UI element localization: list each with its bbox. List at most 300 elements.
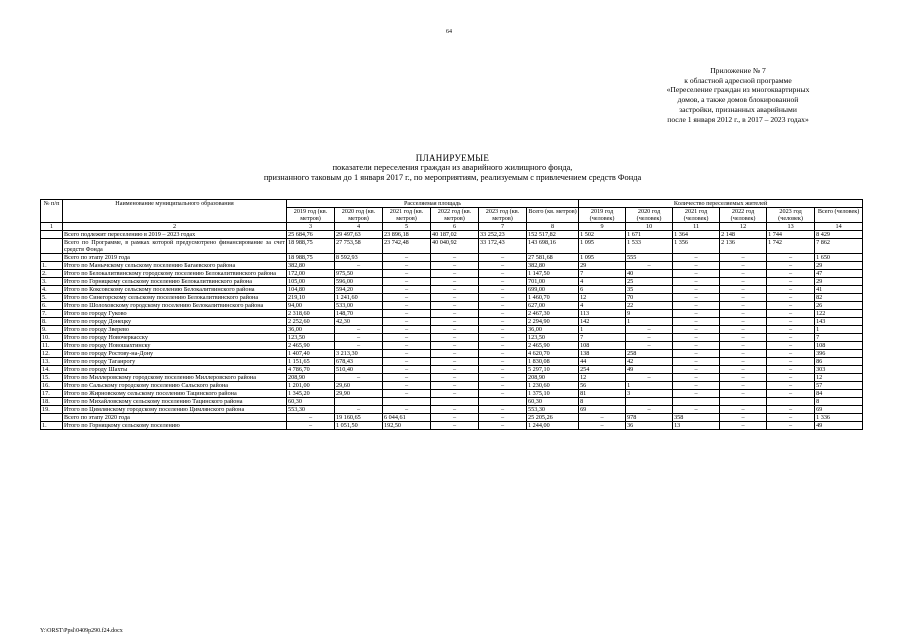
people-value-cell: –: [626, 326, 673, 334]
municipality-name-cell: Итого по Шолоховскому городскому поселению Белокалитвинского района: [63, 302, 287, 310]
table-row: [41, 270, 863, 278]
people-value-cell: –: [673, 294, 720, 302]
header-area-2021: 2021 год (кв. метров): [383, 208, 431, 223]
area-value-cell: –: [479, 366, 527, 374]
people-value-cell: 4: [579, 278, 626, 286]
people-value-cell: –: [720, 422, 767, 430]
people-value-cell: 49: [815, 422, 863, 430]
row-number-cell: 3.: [41, 278, 63, 286]
row-number-cell: 8.: [41, 318, 63, 326]
people-value-cell: –: [626, 262, 673, 270]
people-value-cell: –: [767, 374, 815, 382]
area-value-cell: 104,80: [287, 286, 335, 294]
people-value-cell: –: [673, 366, 720, 374]
people-value-cell: 69: [579, 406, 626, 414]
people-value-cell: 56: [579, 382, 626, 390]
area-value-cell: 553,30: [287, 406, 335, 414]
row-number-cell: 2.: [41, 270, 63, 278]
table-row: [41, 334, 863, 342]
table-row: [41, 278, 863, 286]
people-value-cell: 1 650: [815, 254, 863, 262]
people-value-cell: 3: [626, 390, 673, 398]
people-value-cell: [767, 398, 815, 406]
header-people-2019: 2019 год (человек): [579, 208, 626, 223]
people-value-cell: –: [673, 382, 720, 390]
area-value-cell: 533,00: [335, 302, 383, 310]
appendix-header: [623, 66, 853, 124]
area-value-cell: 40 187,02: [431, 231, 479, 239]
row-number-cell: 9.: [41, 326, 63, 334]
area-value-cell: –: [383, 254, 431, 262]
people-value-cell: –: [673, 318, 720, 326]
people-value-cell: 44: [579, 358, 626, 366]
area-value-cell: 105,00: [287, 278, 335, 286]
area-value-cell: 2 318,60: [287, 310, 335, 318]
people-value-cell: –: [767, 262, 815, 270]
people-value-cell: 41: [815, 286, 863, 294]
area-value-cell: 1 051,50: [335, 422, 383, 430]
column-number: 11: [673, 223, 720, 231]
row-number-cell: 1.: [41, 262, 63, 270]
municipality-name-cell: Итого по Миллеровскому городскому поселению Миллеровского района: [63, 374, 287, 382]
municipality-name-cell: Итого по Манычскому сельскому поселению Багаевского района: [63, 262, 287, 270]
people-value-cell: –: [720, 262, 767, 270]
area-value-cell: 18 988,75: [287, 254, 335, 262]
municipality-name-cell: Итого по городу Новочеркасску: [63, 334, 287, 342]
area-value-cell: –: [431, 422, 479, 430]
people-value-cell: 1 095: [579, 254, 626, 262]
municipality-name-cell: Итого по Михайловскому сельскому поселению Тацинского района: [63, 398, 287, 406]
area-value-cell: 25 205,26: [527, 414, 579, 422]
people-value-cell: 6: [579, 286, 626, 294]
table-row: [41, 342, 863, 350]
table-row: [41, 374, 863, 382]
municipality-name-cell: Итого по городу Новошахтинску: [63, 342, 287, 350]
people-value-cell: –: [720, 270, 767, 278]
people-value-cell: 81: [579, 390, 626, 398]
area-value-cell: –: [431, 374, 479, 382]
header-area-2020: 2020 год (кв. метров): [335, 208, 383, 223]
header-people-2022: 2022 год (человек): [720, 208, 767, 223]
table-row: [41, 382, 863, 390]
area-value-cell: –: [383, 334, 431, 342]
header-number: № п/п: [41, 200, 63, 223]
column-number: 13: [767, 223, 815, 231]
area-value-cell: 6 044,61: [383, 414, 431, 422]
people-value-cell: –: [720, 374, 767, 382]
people-value-cell: –: [767, 334, 815, 342]
people-value-cell: 1: [626, 382, 673, 390]
header-people-2021: 2021 год (человек): [673, 208, 720, 223]
people-value-cell: 978: [626, 414, 673, 422]
people-value-cell: –: [767, 342, 815, 350]
people-value-cell: 8: [579, 398, 626, 406]
header-people-group: Количество переселяемых жителей: [579, 200, 863, 208]
municipality-name-cell: Итого по Горняцкому сельскому поселению Белокалитвинского района: [63, 278, 287, 286]
appendix-line: Приложение № 7: [710, 66, 766, 75]
people-value-cell: –: [673, 390, 720, 398]
area-value-cell: [479, 398, 527, 406]
municipality-name-cell: Итого по Сальскому городскому поселению Сальского района: [63, 382, 287, 390]
area-value-cell: 172,00: [287, 270, 335, 278]
people-value-cell: 258: [626, 350, 673, 358]
area-value-cell: –: [383, 270, 431, 278]
document-title: [0, 153, 905, 183]
people-value-cell: –: [673, 262, 720, 270]
people-value-cell: –: [673, 342, 720, 350]
people-value-cell: –: [673, 334, 720, 342]
area-value-cell: –: [383, 294, 431, 302]
people-value-cell: –: [767, 406, 815, 414]
area-value-cell: 2 252,60: [287, 318, 335, 326]
people-value-cell: –: [673, 270, 720, 278]
municipality-name-cell: Всего по этапу 2020 года: [63, 414, 287, 422]
people-value-cell: 7: [815, 334, 863, 342]
people-value-cell: 57: [815, 382, 863, 390]
column-number: 8: [527, 223, 579, 231]
people-value-cell: –: [673, 326, 720, 334]
area-value-cell: –: [431, 390, 479, 398]
area-value-cell: –: [335, 406, 383, 414]
people-value-cell: –: [720, 294, 767, 302]
people-value-cell: –: [720, 334, 767, 342]
people-value-cell: 138: [579, 350, 626, 358]
people-value-cell: 7: [579, 270, 626, 278]
people-value-cell: 303: [815, 366, 863, 374]
people-value-cell: –: [720, 358, 767, 366]
page-number: 64: [446, 29, 452, 35]
row-number-cell: 18.: [41, 398, 63, 406]
area-value-cell: –: [431, 414, 479, 422]
area-value-cell: –: [479, 278, 527, 286]
people-value-cell: –: [720, 318, 767, 326]
people-value-cell: 396: [815, 350, 863, 358]
header-people-2023: 2023 год (человек): [767, 208, 815, 223]
area-value-cell: –: [335, 342, 383, 350]
row-number-cell: 17.: [41, 390, 63, 398]
area-value-cell: 1 375,10: [527, 390, 579, 398]
table-row: [41, 358, 863, 366]
header-area-total: Всего (кв. метров): [527, 208, 579, 223]
area-value-cell: 192,50: [383, 422, 431, 430]
people-value-cell: –: [626, 374, 673, 382]
people-value-cell: –: [673, 286, 720, 294]
people-value-cell: 1 744: [767, 231, 815, 239]
people-value-cell: –: [720, 406, 767, 414]
area-value-cell: –: [431, 294, 479, 302]
people-value-cell: 2 136: [720, 239, 767, 254]
area-value-cell: –: [383, 302, 431, 310]
table-row: [41, 231, 863, 239]
area-value-cell: 40 040,92: [431, 239, 479, 254]
people-value-cell: –: [767, 390, 815, 398]
area-value-cell: –: [287, 422, 335, 430]
title-heading: ПЛАНИРУЕМЫЕ: [415, 153, 490, 163]
area-value-cell: 23 896,18: [383, 231, 431, 239]
people-value-cell: 4: [579, 302, 626, 310]
people-value-cell: –: [767, 302, 815, 310]
header-area-2019: 2019 год (кв. метров): [287, 208, 335, 223]
area-value-cell: –: [479, 422, 527, 430]
column-number: 5: [383, 223, 431, 231]
people-value-cell: 42: [626, 358, 673, 366]
area-value-cell: –: [431, 278, 479, 286]
area-value-cell: –: [479, 294, 527, 302]
people-value-cell: 143: [815, 318, 863, 326]
area-value-cell: 1 241,60: [335, 294, 383, 302]
area-value-cell: –: [383, 406, 431, 414]
municipality-name-cell: Итого по городу Шахты: [63, 366, 287, 374]
appendix-line: домов, а также домов блокированной: [677, 95, 799, 105]
column-number-row: [41, 223, 863, 231]
row-number-cell: [41, 254, 63, 262]
area-value-cell: 3 213,30: [335, 350, 383, 358]
area-value-cell: –: [431, 302, 479, 310]
area-value-cell: 208,90: [527, 374, 579, 382]
column-number: 4: [335, 223, 383, 231]
column-number: 2: [63, 223, 287, 231]
area-value-cell: –: [479, 358, 527, 366]
area-value-cell: 8 592,93: [335, 254, 383, 262]
area-value-cell: 27 581,68: [527, 254, 579, 262]
area-value-cell: –: [335, 326, 383, 334]
people-value-cell: 1: [815, 326, 863, 334]
resettlement-table: [40, 199, 863, 430]
people-value-cell: 555: [626, 254, 673, 262]
area-value-cell: 2 465,90: [287, 342, 335, 350]
area-value-cell: 1 147,50: [527, 270, 579, 278]
area-value-cell: 382,80: [527, 262, 579, 270]
area-value-cell: –: [479, 326, 527, 334]
people-value-cell: 22: [626, 302, 673, 310]
area-value-cell: 2 465,90: [527, 342, 579, 350]
municipality-name-cell: Итого по Горняцкому сельскому поселению: [63, 422, 287, 430]
area-value-cell: –: [383, 286, 431, 294]
people-value-cell: –: [673, 254, 720, 262]
column-number: 10: [626, 223, 673, 231]
municipality-name-cell: Итого по городу Донецку: [63, 318, 287, 326]
area-value-cell: 701,00: [527, 278, 579, 286]
area-value-cell: 1 230,60: [527, 382, 579, 390]
appendix-line: «Переселение граждан из многоквартирных: [666, 85, 810, 95]
area-value-cell: 382,80: [287, 262, 335, 270]
area-value-cell: 1 345,20: [287, 390, 335, 398]
area-value-cell: 1 201,00: [287, 382, 335, 390]
people-value-cell: –: [767, 286, 815, 294]
people-value-cell: 1: [579, 326, 626, 334]
people-value-cell: 1 671: [626, 231, 673, 239]
people-value-cell: 1 336: [815, 414, 863, 422]
area-value-cell: 1 407,40: [287, 350, 335, 358]
table-row: [41, 294, 863, 302]
row-number-cell: [41, 231, 63, 239]
area-value-cell: –: [431, 270, 479, 278]
people-value-cell: –: [720, 390, 767, 398]
area-value-cell: –: [383, 374, 431, 382]
people-value-cell: –: [626, 342, 673, 350]
municipality-name-cell: Итого по Жирновскому сельскому поселению Тацинского района: [63, 390, 287, 398]
people-value-cell: 82: [815, 294, 863, 302]
area-value-cell: 678,43: [335, 358, 383, 366]
municipality-name-cell: Всего по Программе, в рамках которой предусмотрено финансирование за счет средств Фонда: [64, 239, 285, 253]
people-value-cell: 29: [815, 278, 863, 286]
resettlement-table-container: [40, 199, 862, 430]
area-value-cell: –: [383, 326, 431, 334]
people-value-cell: –: [673, 350, 720, 358]
table-row: [41, 318, 863, 326]
people-value-cell: 8 429: [815, 231, 863, 239]
area-value-cell: 1 830,08: [527, 358, 579, 366]
municipality-name-cell: Итого по Синегорскому сельскому поселению Белокалитвинского района: [63, 294, 287, 302]
column-number: 7: [479, 223, 527, 231]
area-value-cell: –: [479, 374, 527, 382]
area-value-cell: –: [431, 350, 479, 358]
area-value-cell: –: [479, 286, 527, 294]
row-number-cell: 10.: [41, 334, 63, 342]
area-value-cell: 25 684,76: [287, 231, 335, 239]
table-row: [41, 390, 863, 398]
area-value-cell: –: [479, 262, 527, 270]
area-value-cell: –: [383, 366, 431, 374]
people-value-cell: –: [626, 406, 673, 414]
row-number-cell: 7.: [41, 310, 63, 318]
people-value-cell: 8: [815, 398, 863, 406]
people-value-cell: –: [720, 414, 767, 422]
area-value-cell: –: [383, 350, 431, 358]
people-value-cell: –: [767, 278, 815, 286]
table-header-row: [41, 200, 863, 208]
municipality-name-cell: Итого по городу Таганрогу: [63, 358, 287, 366]
table-body: [41, 231, 863, 430]
table-row: [41, 414, 863, 422]
area-value-cell: –: [431, 318, 479, 326]
row-number-cell: 6.: [41, 302, 63, 310]
area-value-cell: 1 151,65: [287, 358, 335, 366]
row-number-cell: 15.: [41, 374, 63, 382]
area-value-cell: 33 172,43: [479, 239, 527, 254]
people-value-cell: –: [579, 414, 626, 422]
people-value-cell: –: [767, 382, 815, 390]
area-value-cell: –: [383, 310, 431, 318]
area-value-cell: –: [335, 374, 383, 382]
people-value-cell: 142: [579, 318, 626, 326]
people-value-cell: –: [720, 254, 767, 262]
area-value-cell: 19 160,65: [335, 414, 383, 422]
area-value-cell: 143 698,16: [527, 239, 579, 254]
column-number: 3: [287, 223, 335, 231]
table-row: [41, 239, 863, 254]
header-people-2020: 2020 год (человек): [626, 208, 673, 223]
area-value-cell: 2 467,30: [527, 310, 579, 318]
people-value-cell: 1 356: [673, 239, 720, 254]
people-value-cell: 358: [673, 414, 720, 422]
people-value-cell: 29: [815, 262, 863, 270]
people-value-cell: –: [720, 366, 767, 374]
area-value-cell: 4 620,70: [527, 350, 579, 358]
area-value-cell: –: [383, 358, 431, 366]
table-row: [41, 406, 863, 414]
area-value-cell: –: [383, 262, 431, 270]
table-row: [41, 302, 863, 310]
area-value-cell: –: [383, 318, 431, 326]
area-value-cell: 208,90: [287, 374, 335, 382]
row-number-cell: 4.: [41, 286, 63, 294]
people-value-cell: 84: [815, 390, 863, 398]
area-value-cell: [431, 398, 479, 406]
header-people-total: Всего (человек): [815, 208, 863, 223]
area-value-cell: –: [431, 262, 479, 270]
header-municipality: Наименование муниципального образования: [63, 200, 287, 223]
area-value-cell: 36,00: [527, 326, 579, 334]
area-value-cell: 148,70: [335, 310, 383, 318]
area-value-cell: 510,40: [335, 366, 383, 374]
area-value-cell: –: [479, 414, 527, 422]
area-value-cell: 123,50: [287, 334, 335, 342]
people-value-cell: –: [767, 358, 815, 366]
people-value-cell: –: [767, 294, 815, 302]
area-value-cell: –: [431, 326, 479, 334]
people-value-cell: –: [720, 302, 767, 310]
people-value-cell: 36: [626, 422, 673, 430]
people-value-cell: 12: [579, 374, 626, 382]
municipality-name-cell: Всего подлежит переселению в 2019 – 2023 годах: [63, 231, 287, 239]
area-value-cell: 594,20: [335, 286, 383, 294]
table-row: [41, 350, 863, 358]
people-value-cell: 1 742: [767, 239, 815, 254]
people-value-cell: –: [767, 422, 815, 430]
area-value-cell: 1 244,00: [527, 422, 579, 430]
area-value-cell: 29,90: [335, 390, 383, 398]
people-value-cell: –: [767, 350, 815, 358]
area-value-cell: 627,00: [527, 302, 579, 310]
area-value-cell: –: [431, 334, 479, 342]
people-value-cell: –: [720, 350, 767, 358]
people-value-cell: 113: [579, 310, 626, 318]
title-subtitle-line: показатели переселения граждан из аварийного жилищного фонда,: [332, 163, 573, 172]
people-value-cell: 108: [579, 342, 626, 350]
table-row: [41, 262, 863, 270]
row-number-cell: 12.: [41, 350, 63, 358]
people-value-cell: 13: [673, 422, 720, 430]
people-value-cell: [720, 398, 767, 406]
people-value-cell: 1 533: [626, 239, 673, 254]
people-value-cell: –: [720, 326, 767, 334]
people-value-cell: –: [673, 310, 720, 318]
people-value-cell: –: [767, 254, 815, 262]
people-value-cell: 9: [626, 310, 673, 318]
area-value-cell: 553,30: [527, 406, 579, 414]
people-value-cell: 35: [626, 286, 673, 294]
people-value-cell: 69: [815, 406, 863, 414]
people-value-cell: 7 862: [815, 239, 863, 254]
column-number: 12: [720, 223, 767, 231]
row-number-cell: 13.: [41, 358, 63, 366]
people-value-cell: –: [626, 334, 673, 342]
people-value-cell: 2 148: [720, 231, 767, 239]
area-value-cell: 699,00: [527, 286, 579, 294]
area-value-cell: –: [479, 342, 527, 350]
people-value-cell: 25: [626, 278, 673, 286]
area-value-cell: 975,50: [335, 270, 383, 278]
row-number-cell: 1.: [41, 422, 63, 430]
area-value-cell: 29 497,63: [335, 231, 383, 239]
people-value-cell: 29: [579, 262, 626, 270]
people-value-cell: –: [767, 270, 815, 278]
people-value-cell: 122: [815, 310, 863, 318]
file-path-footer: Y:\ORST\Ppsl\0409p290.f24.docx: [40, 628, 123, 634]
row-number-cell: 5.: [41, 294, 63, 302]
appendix-line: к областной адресной программе: [684, 75, 792, 85]
